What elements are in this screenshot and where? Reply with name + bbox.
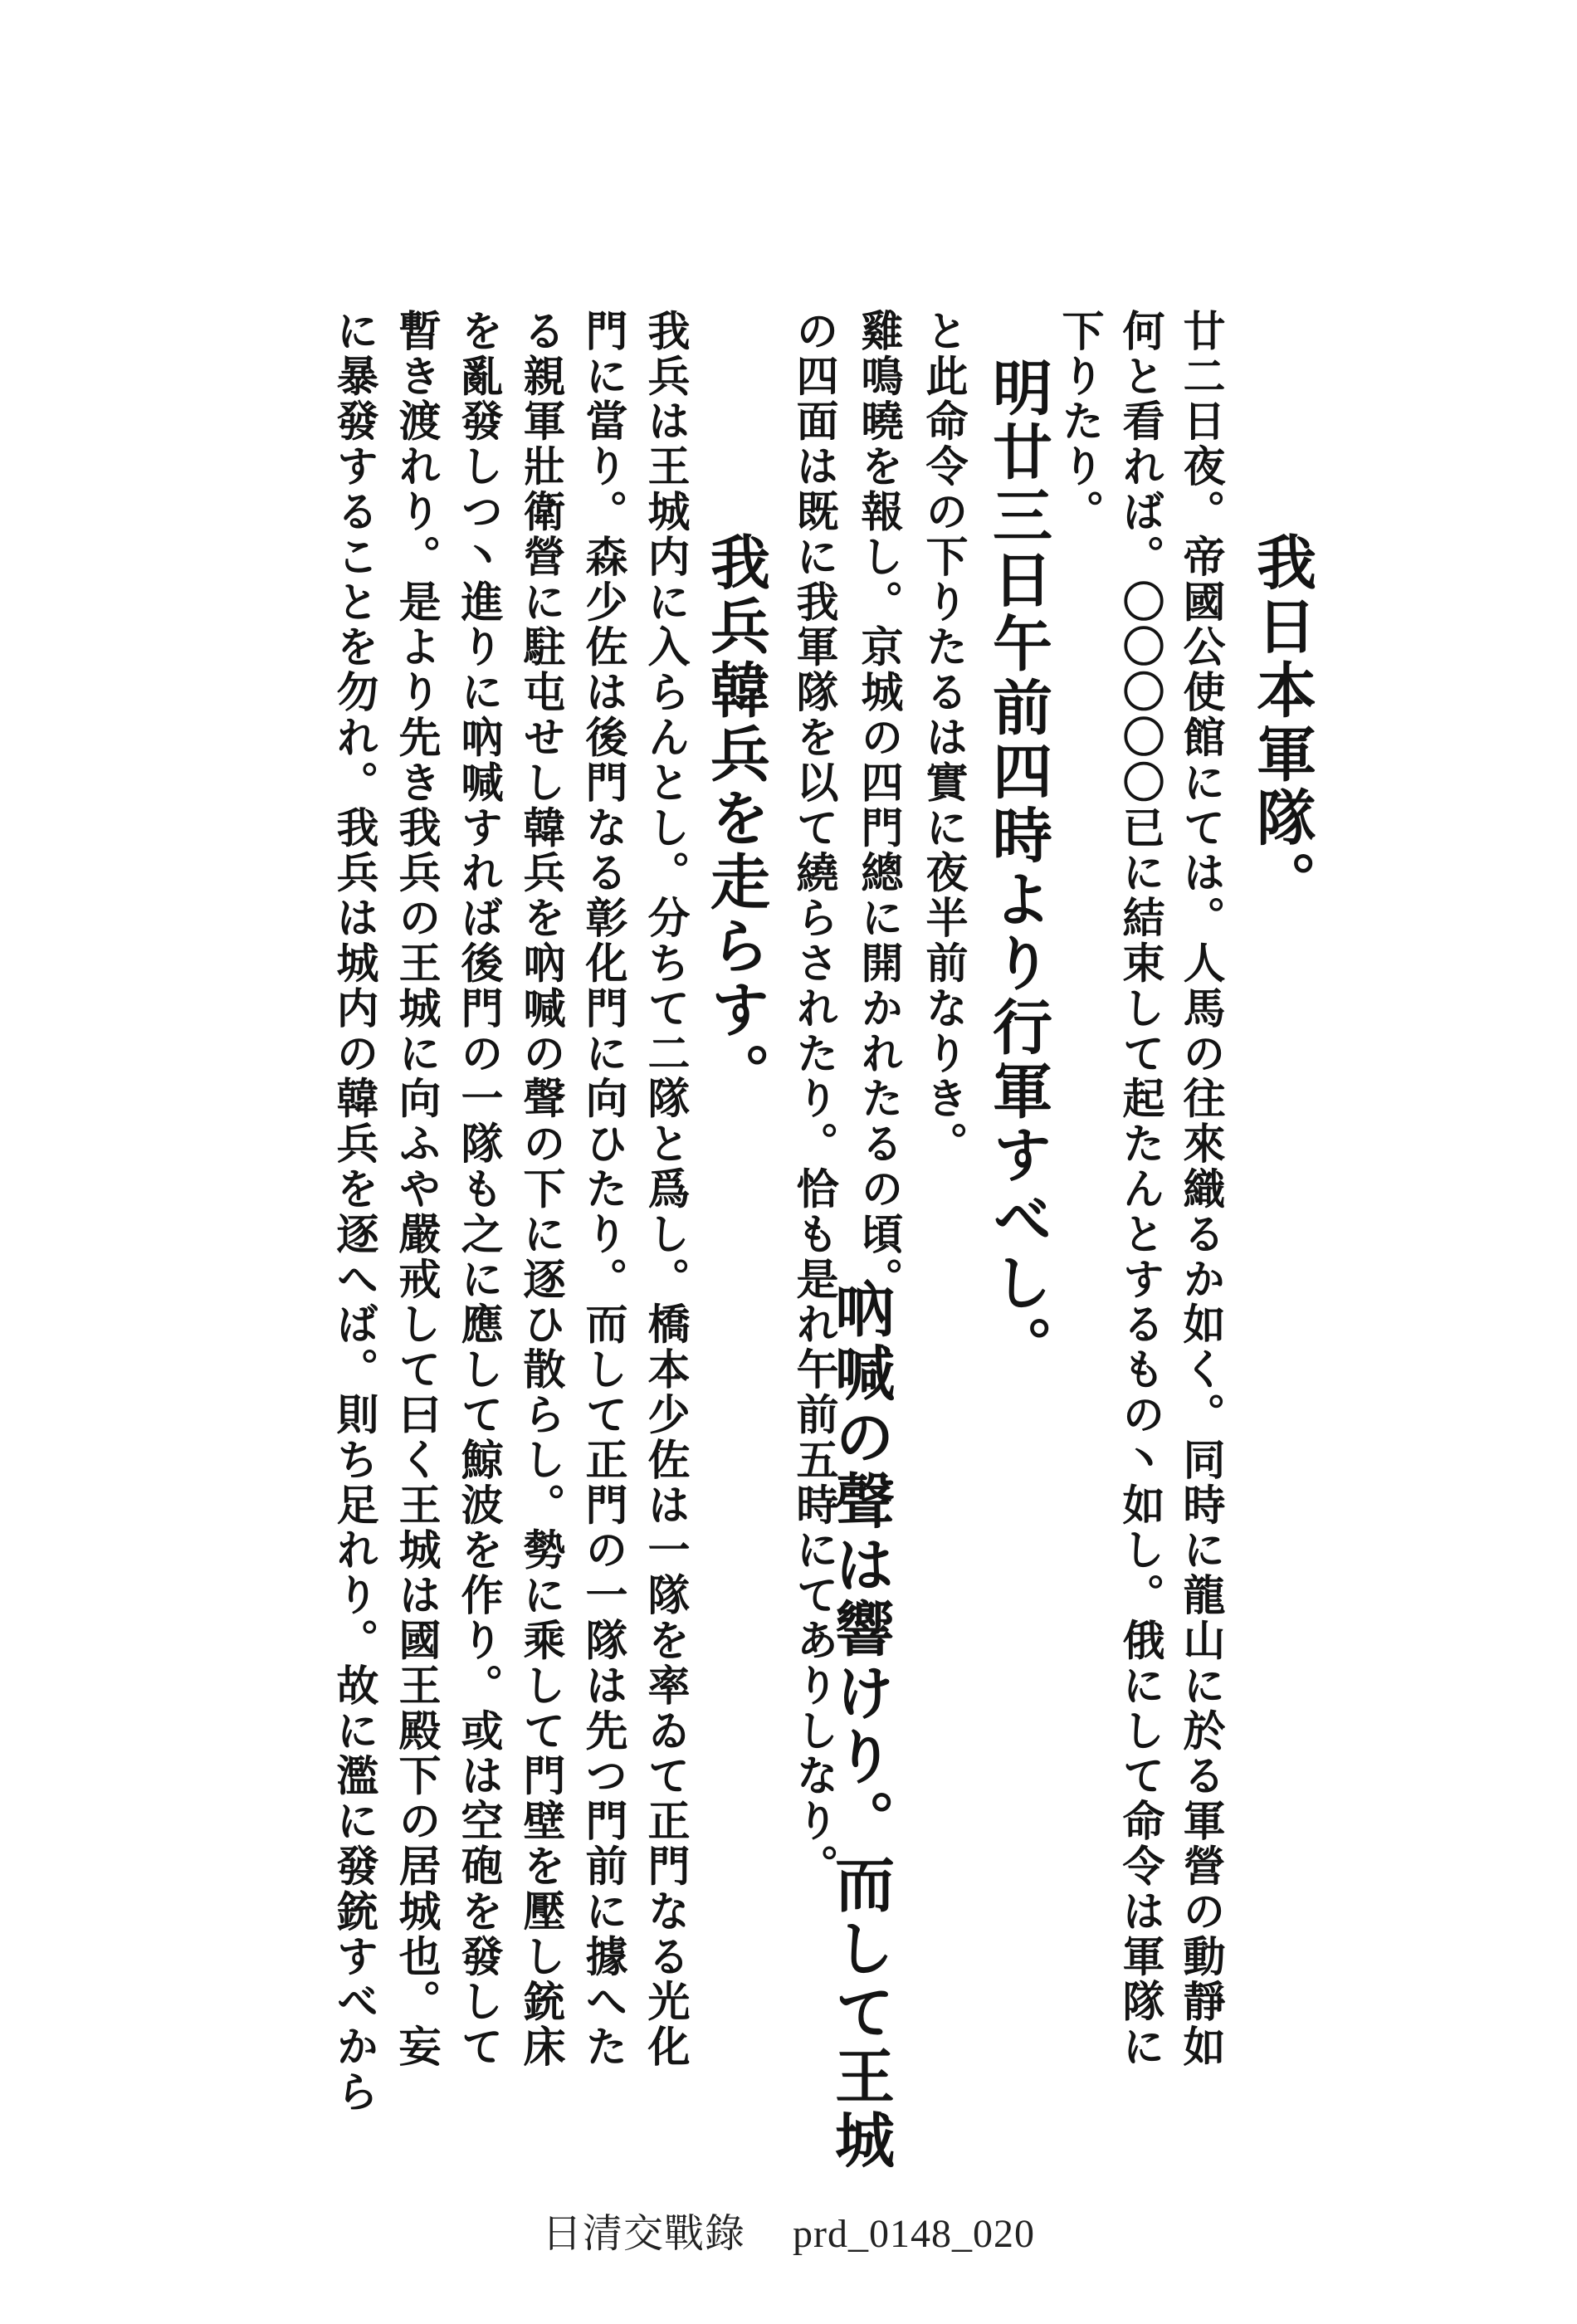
order-heading: 明廿三日午前四時より行軍すべし。 bbox=[983, 357, 1053, 1379]
text-column-3: 下りたり。 bbox=[1054, 309, 1104, 535]
text-column-13: る親軍壯衛營に駐屯せし韓兵を吶喊の聲の下に逐ひ散らし。勢に乘して門壁を壓し銃床 bbox=[515, 309, 565, 2070]
text-column-6: と此命令の下りたるは實に夜半前なりき。 bbox=[918, 309, 968, 1167]
text-column-7: 雞鳴曉を報し。京城の四門總に開かれたるの頃。 bbox=[853, 309, 903, 1302]
footer-page-id: prd_0148_020 bbox=[793, 2212, 1035, 2256]
text-column-2: 何と看れば。〇〇〇〇〇已に結束して起たんとするもの丶如し。俄にして命令は軍隊に bbox=[1115, 309, 1164, 2070]
text-column-16: に暴發することを勿れ。我兵は城内の韓兵を逐へば。則ち足れり。故に濫に發銃すべから bbox=[329, 309, 378, 2115]
section-heading-japanese-army: 我日本軍隊。 bbox=[1247, 531, 1317, 915]
section-heading-korean-troops: 我兵韓兵を走らす。 bbox=[701, 531, 771, 1106]
text-column-15: 暫き渡れり。是より先き我兵の王城に向ふや嚴戒して曰く王城は國王殿下の居城也。妄 bbox=[391, 309, 441, 2070]
page-footer bbox=[0, 2201, 1577, 2258]
text-column-12: 門に當り。森少佐は後門なる彰化門に向ひたり。而して正門の一隊は先つ門前に據へた bbox=[578, 309, 627, 2070]
text-column-1: 廿二日夜。帝國公使館にては。人馬の往來織るか如く。同時に龍山に於る軍營の動靜如 bbox=[1175, 309, 1225, 2070]
text-column-11: 我兵は王城内に入らんとし。分ちて二隊と爲し。橋本少佐は一隊を率ゐて正門なる光化 bbox=[640, 309, 690, 2070]
war-cry-heading: 吶喊の聲は響けり。而して王城 bbox=[825, 1278, 896, 2173]
footer-book-title: 日清交戰錄 bbox=[542, 2212, 746, 2256]
text-column-14: を亂發しつ丶進りに吶喊すれば後門の一隊も之に應して鯨波を作り。或は空砲を發して bbox=[453, 309, 503, 2070]
text-column-8: の四面は既に我軍隊を以て繞らされたり。恰も是れ午前五時にてありしなり。 bbox=[788, 309, 838, 1889]
